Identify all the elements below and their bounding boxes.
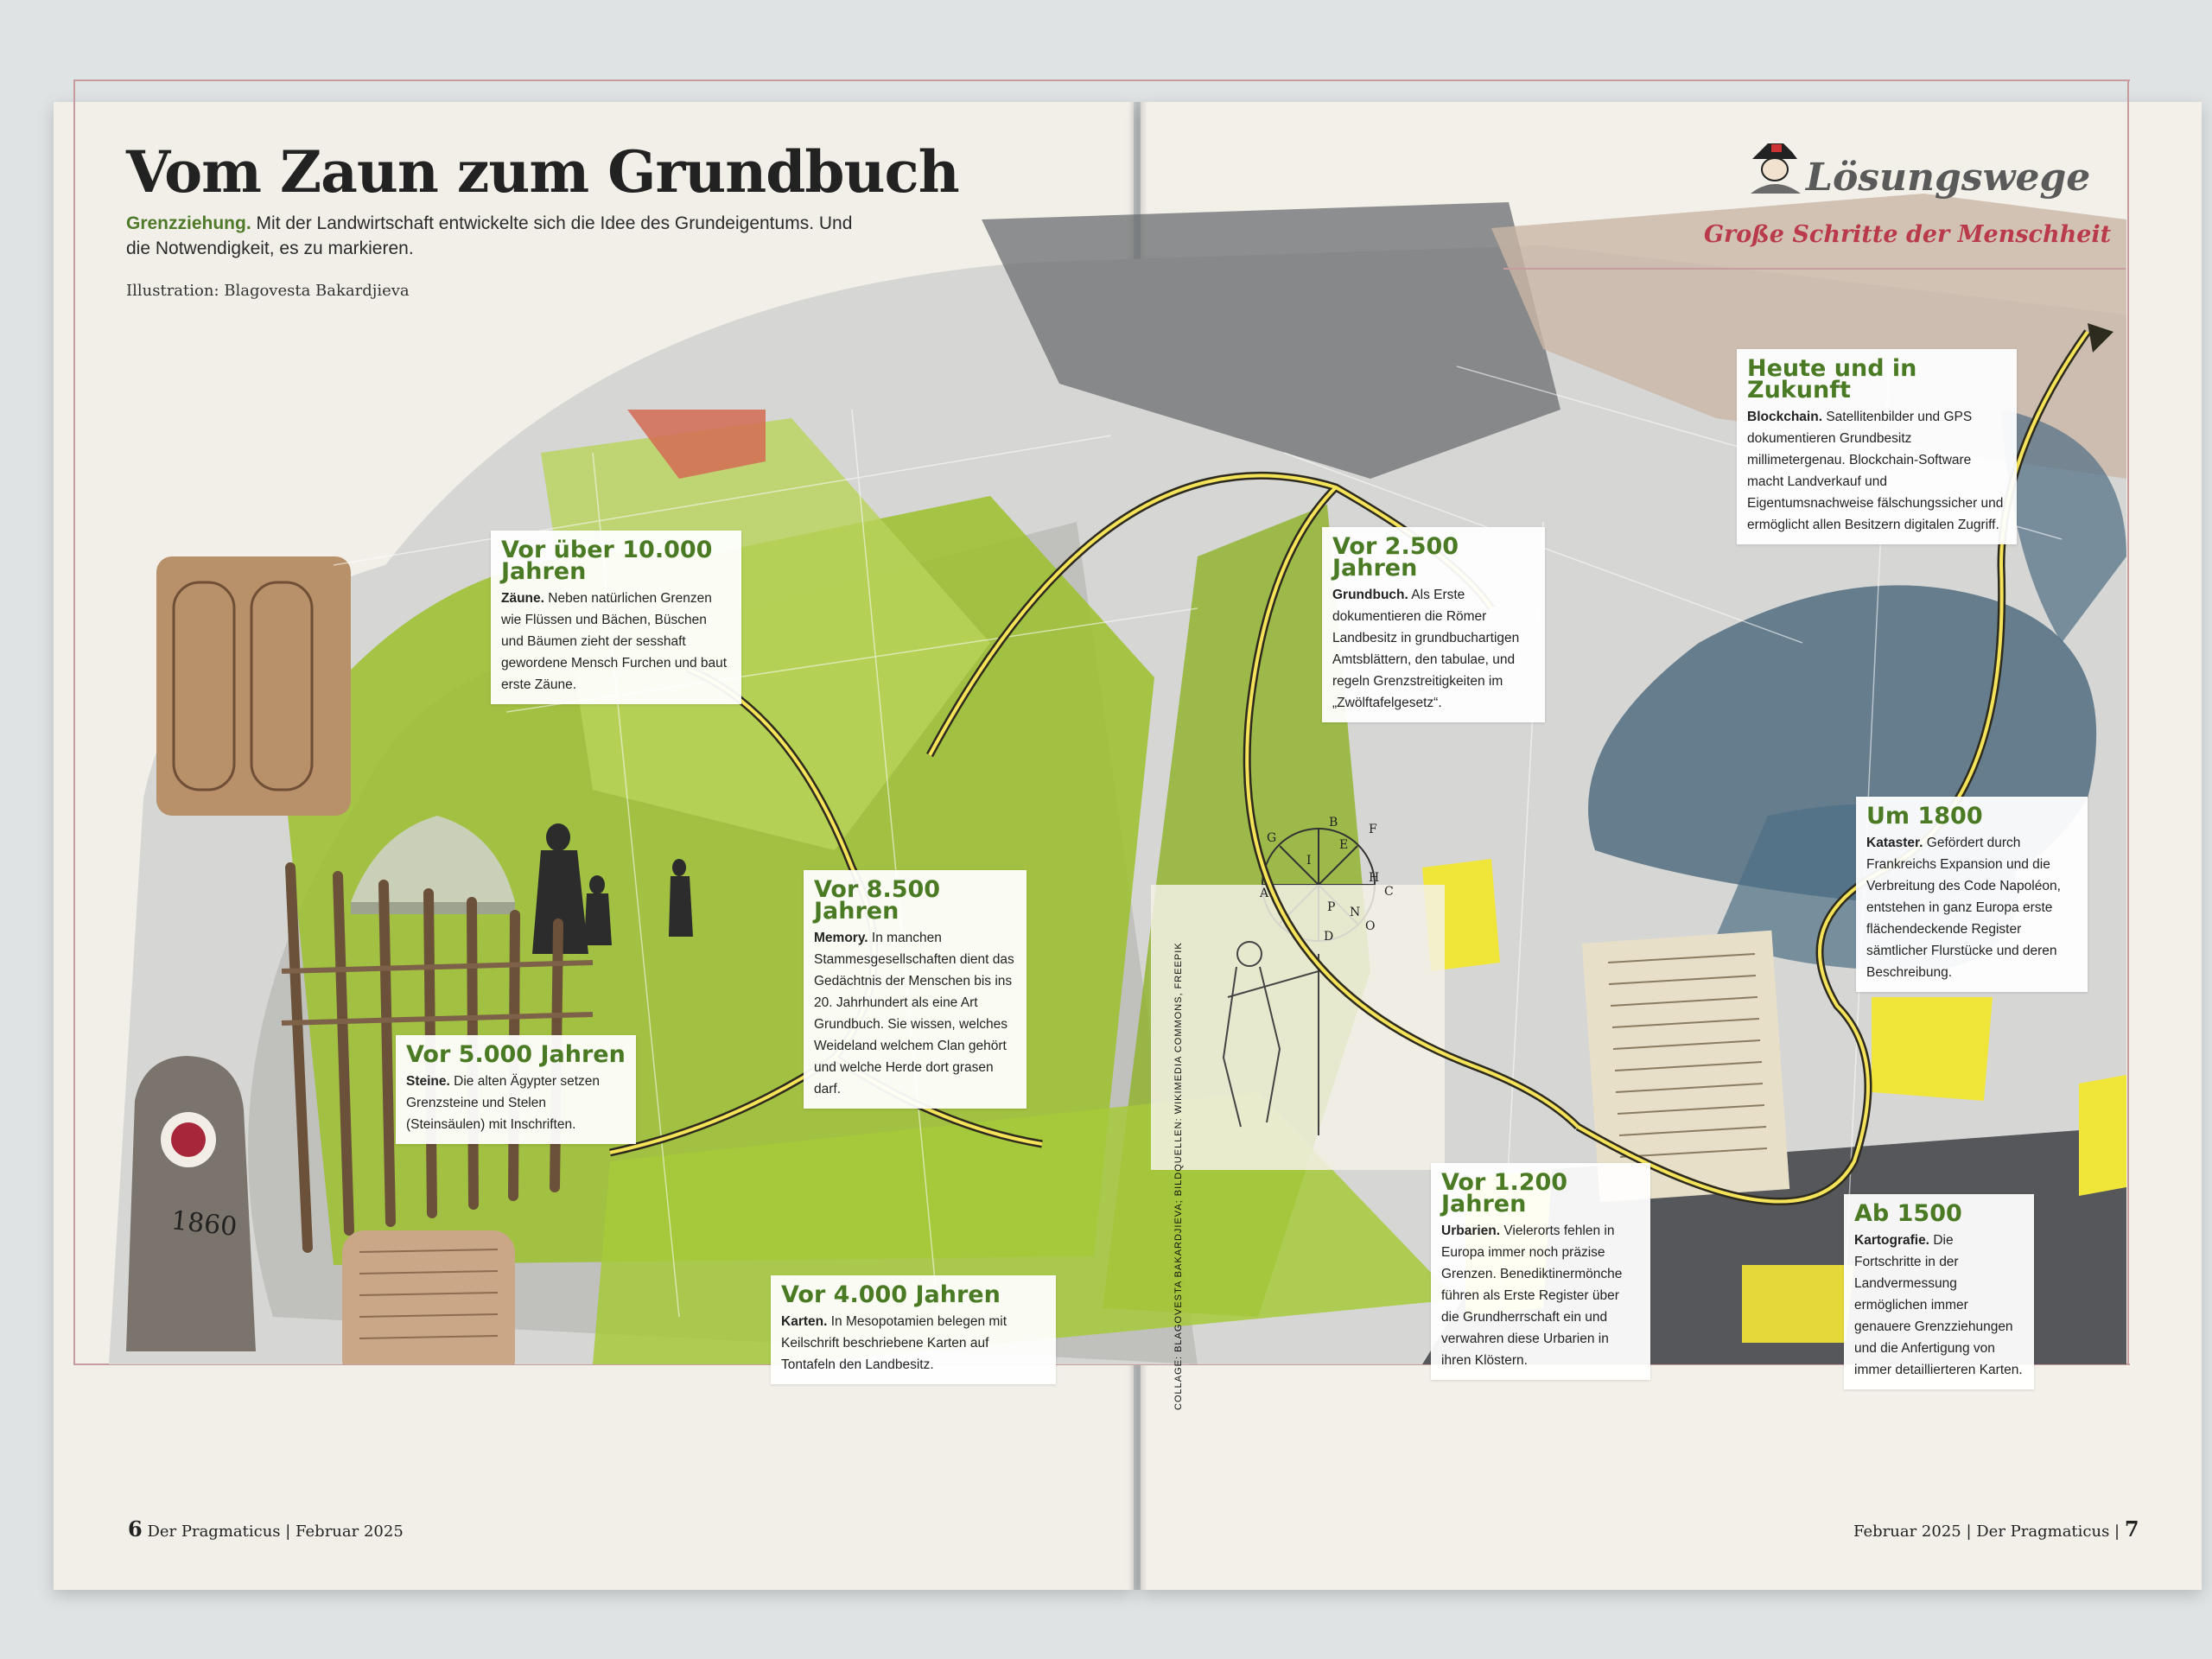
left-folio-text: Der Pragmaticus | Februar 2025 xyxy=(147,1522,404,1541)
timeline-box xyxy=(1431,1163,1650,1380)
timeline-text xyxy=(814,927,1016,1100)
timeline-text xyxy=(1866,832,2077,983)
timeline-lead: Zäune. xyxy=(501,591,544,606)
compass-letter: F xyxy=(1369,823,1377,836)
timeline-box xyxy=(1856,797,2088,992)
timeline-text xyxy=(501,588,731,696)
intro-text xyxy=(126,211,869,261)
header-rule xyxy=(1503,268,2126,270)
section-subtitle: Große Schritte der Menschheit xyxy=(1704,221,2112,248)
timeline-text xyxy=(1854,1230,2024,1381)
yellow-patch xyxy=(2079,1075,2126,1196)
left-folio xyxy=(128,1516,404,1541)
timeline-lead: Karten. xyxy=(781,1314,828,1329)
right-page-number: 7 xyxy=(2124,1516,2139,1541)
timeline-box xyxy=(1737,349,2017,544)
timeline-body: In Mesopotamien belegen mit Keilschrift beschriebene Karten auf Tontafeln den Landbesitz. xyxy=(781,1314,1007,1372)
boundary-stone-image xyxy=(126,1056,256,1351)
timeline-text xyxy=(781,1311,1046,1376)
page-title: Vom Zaun zum Grundbuch xyxy=(126,138,959,206)
timeline-body: Satellitenbilder und GPS dokumentieren Grundbesitz millimetergenau. Blockchain-Software macht Landverkauf und Eigentumsnachweise fälschungssicher und ermöglicht allen Besitzern digitalen Zugriff. xyxy=(1747,410,2004,532)
timeline-box xyxy=(804,870,1027,1109)
timeline-text xyxy=(1747,406,2006,536)
timeline-box xyxy=(1844,1194,2034,1389)
right-folio-text: Februar 2025 | Der Pragmaticus | xyxy=(1853,1522,2120,1541)
left-page-number: 6 xyxy=(128,1516,143,1541)
timeline-lead: Grundbuch. xyxy=(1332,588,1408,602)
timeline-text xyxy=(406,1071,626,1135)
timeline-heading: Vor 1.200 Jahren xyxy=(1441,1169,1568,1217)
compass-letter: I xyxy=(1306,854,1312,868)
timeline-body: Neben natürlichen Grenzen wie Flüssen und Bächen, Büschen und Bäumen zieht der sesshaft gewordene Mensch Furchen und baut erste Zäune. xyxy=(501,591,728,692)
timeline-heading: Vor 2.500 Jahren xyxy=(1332,533,1459,582)
timeline-body: In manchen Stammesgesellschaften dient das Gedächtnis der Menschen bis ins 20. Jahrhundert als eine Art Grundbuch. Sie wissen, welches Weideland welchem Clan gehört und welche Herde dort grasen darf. xyxy=(814,931,1014,1096)
compass-letter: E xyxy=(1339,838,1349,852)
compass-letter: P xyxy=(1327,900,1336,914)
right-folio xyxy=(1853,1516,2139,1541)
compass-letter: A xyxy=(1260,887,1269,900)
timeline-lead: Kataster. xyxy=(1866,836,1923,850)
timeline-box xyxy=(1322,527,1545,722)
boundary-stone-year: 1860 xyxy=(169,1205,238,1243)
section-brand: Lösungswege xyxy=(1806,156,2091,200)
intro-body: Mit der Landwirtschaft entwickelte sich die Idee des Grundeigentums. Und die Notwendigkeit, es zu markieren. xyxy=(126,213,853,258)
compass-letter: N xyxy=(1350,906,1361,919)
timeline-body: Gefördert durch Frankreichs Expansion und die Verbreitung des Code Napoléon, entstehen in ganz Europa erste flächendeckende Register sämtlicher Flurstücke und deren Beschreibung. xyxy=(1866,836,2061,980)
timeline-box xyxy=(396,1035,636,1144)
timeline-text xyxy=(1441,1220,1640,1371)
timeline-heading: Ab 1500 xyxy=(1854,1200,1962,1227)
yellow-patch xyxy=(1742,1265,1854,1343)
timeline-text xyxy=(1332,584,1535,714)
compass-letter: O xyxy=(1365,919,1376,933)
timeline-body: Vielerorts fehlen in Europa immer noch präzise Grenzen. Benediktinermönche führen als Erste Register über die Grundherrschaft ein und verwahren diese Urbarien in ihren Klöstern. xyxy=(1441,1224,1623,1368)
timeline-heading: Heute und in Zukunft xyxy=(1747,355,1917,404)
timeline-body: Die Fortschritte in der Landvermessung ermöglichen immer genauere Grenzziehungen und die Anfertigung von immer detaillierteren Karten. xyxy=(1854,1233,2023,1377)
timeline-heading: Vor 4.000 Jahren xyxy=(781,1281,1001,1308)
yellow-patch xyxy=(1872,997,1993,1101)
timeline-heading: Vor 8.500 Jahren xyxy=(814,876,941,925)
compass-letter: C xyxy=(1384,885,1394,899)
compass-letter: H xyxy=(1369,871,1380,885)
timeline-heading: Um 1800 xyxy=(1866,803,1983,830)
collage-credit: COLLAGE: BLAGOVESTA BAKARDJIEVA; BILDQUELLEN: WIKIMEDIA COMMONS, FREEPIK xyxy=(1173,942,1184,1410)
timeline-lead: Memory. xyxy=(814,931,868,945)
mascot-icon xyxy=(1745,140,1806,194)
compass-letter: B xyxy=(1329,816,1338,830)
timeline-box xyxy=(771,1275,1056,1384)
compass-letter: D xyxy=(1324,930,1334,944)
timeline-body: Als Erste dokumentieren die Römer Landbesitz in grundbuchartigen Amtsblättern, den tabulae, und regeln Grenzstreitigkeiten im „Zwölftafelgesetz“. xyxy=(1332,588,1520,710)
intro-lead: Grenzziehung. xyxy=(126,213,251,233)
illustration-credit: Illustration: Blagovesta Bakardjieva xyxy=(126,282,410,300)
timeline-lead: Urbarien. xyxy=(1441,1224,1501,1238)
timeline-box xyxy=(491,531,741,704)
timeline-lead: Blockchain. xyxy=(1747,410,1822,424)
timeline-lead: Steine. xyxy=(406,1074,450,1089)
timeline-body: Die alten Ägypter setzen Grenzsteine und Stelen (Steinsäulen) mit Inschriften. xyxy=(406,1074,601,1132)
timeline-heading: Vor über 10.000 Jahren xyxy=(501,537,713,585)
timeline-lead: Kartografie. xyxy=(1854,1233,1929,1248)
compass-letter: G xyxy=(1267,831,1277,845)
rose-emblem xyxy=(171,1122,206,1157)
timeline-heading: Vor 5.000 Jahren xyxy=(406,1041,626,1068)
